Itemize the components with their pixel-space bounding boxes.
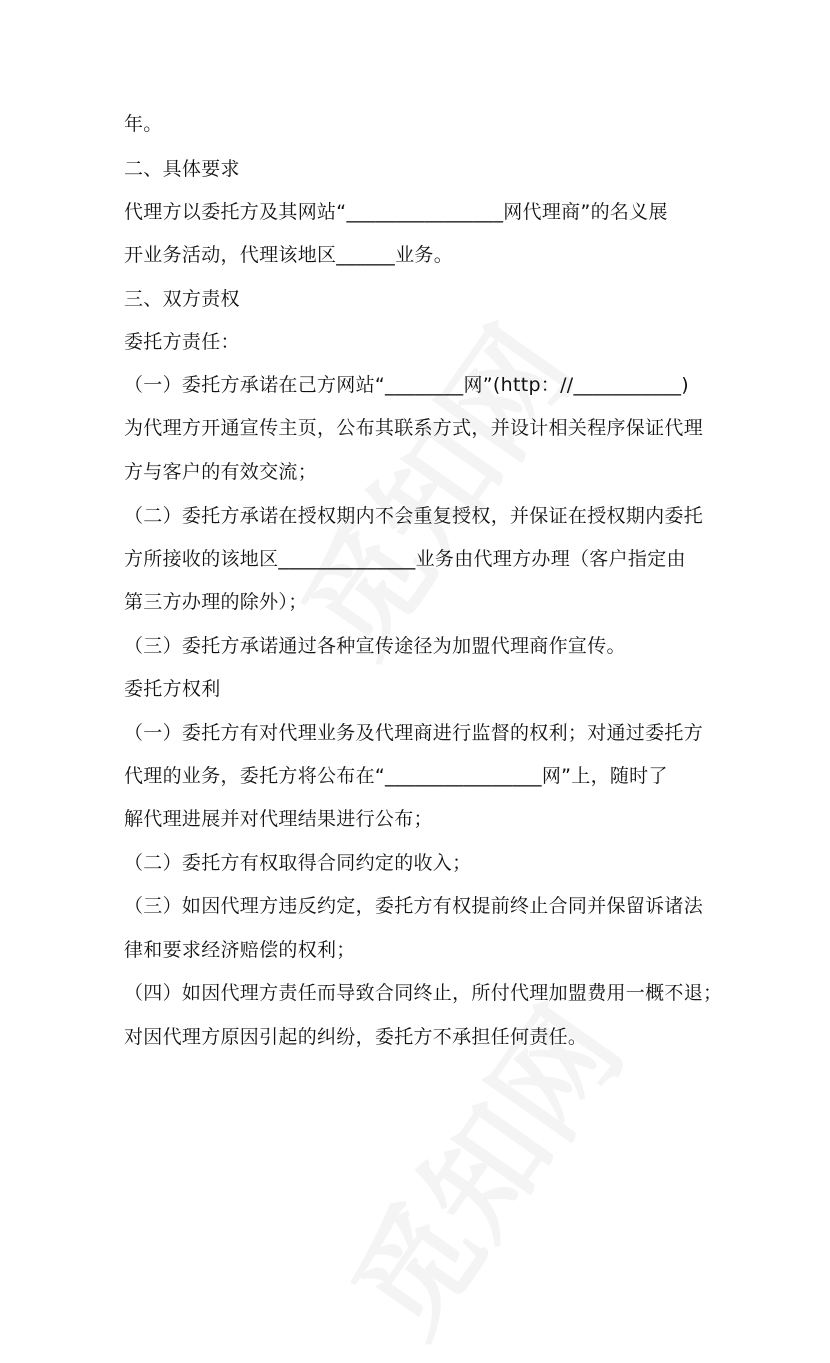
text-line: （三）委托方承诺通过各种宣传途径为加盟代理商作宣传。 (124, 635, 626, 657)
text-line: 方与客户的有效交流； (124, 461, 318, 483)
text-line: 第三方办理的除外）； (124, 591, 308, 613)
watermark (256, 289, 603, 683)
text-line: 年。 (124, 113, 163, 135)
text-line: （二）委托方承诺在授权期内不会重复授权，并保证在授权期内委托 (124, 505, 704, 527)
subheading: 委托方责任： (124, 331, 240, 353)
text-line: （四）如因代理方责任而导致合同终止，所付代理加盟费用一概不退； (124, 982, 723, 1004)
text-line: （三）如因代理方违反约定，委托方有权提前终止合同并保留诉诸法 (124, 895, 704, 917)
text-line: 代理的业务，委托方将公布在“________________网”上，随时了 (124, 765, 668, 787)
section-heading: 二、具体要求 (124, 158, 240, 180)
text-line: 律和要求经济赔偿的权利； (124, 939, 356, 961)
text-line: （二）委托方有权取得合同约定的收入； (124, 852, 472, 874)
subheading: 委托方权利 (124, 678, 221, 700)
text-line: （一）委托方有对代理业务及代理商进行监督的权利；对通过委托方 (124, 722, 704, 744)
text-line: 开业务活动，代理该地区______业务。 (124, 244, 454, 266)
text-line: 为代理方开通宣传主页，公布其联系方式，并设计相关程序保证代理 (124, 417, 704, 439)
section-heading: 三、双方责权 (124, 288, 240, 310)
text-line: 对因代理方原因引起的纠纷，委托方不承担任何责任。 (124, 1026, 588, 1048)
text-line: 代理方以委托方及其网站“________________网代理商”的名义展 (124, 201, 668, 223)
text-line: 解代理进展并对代理结果进行公布； (124, 808, 433, 830)
text-line: （一）委托方承诺在己方网站“________网”(http：//___________) (124, 374, 690, 396)
text-line: 方所接收的该地区______________业务由代理方办理（客户指定由 (124, 548, 686, 570)
